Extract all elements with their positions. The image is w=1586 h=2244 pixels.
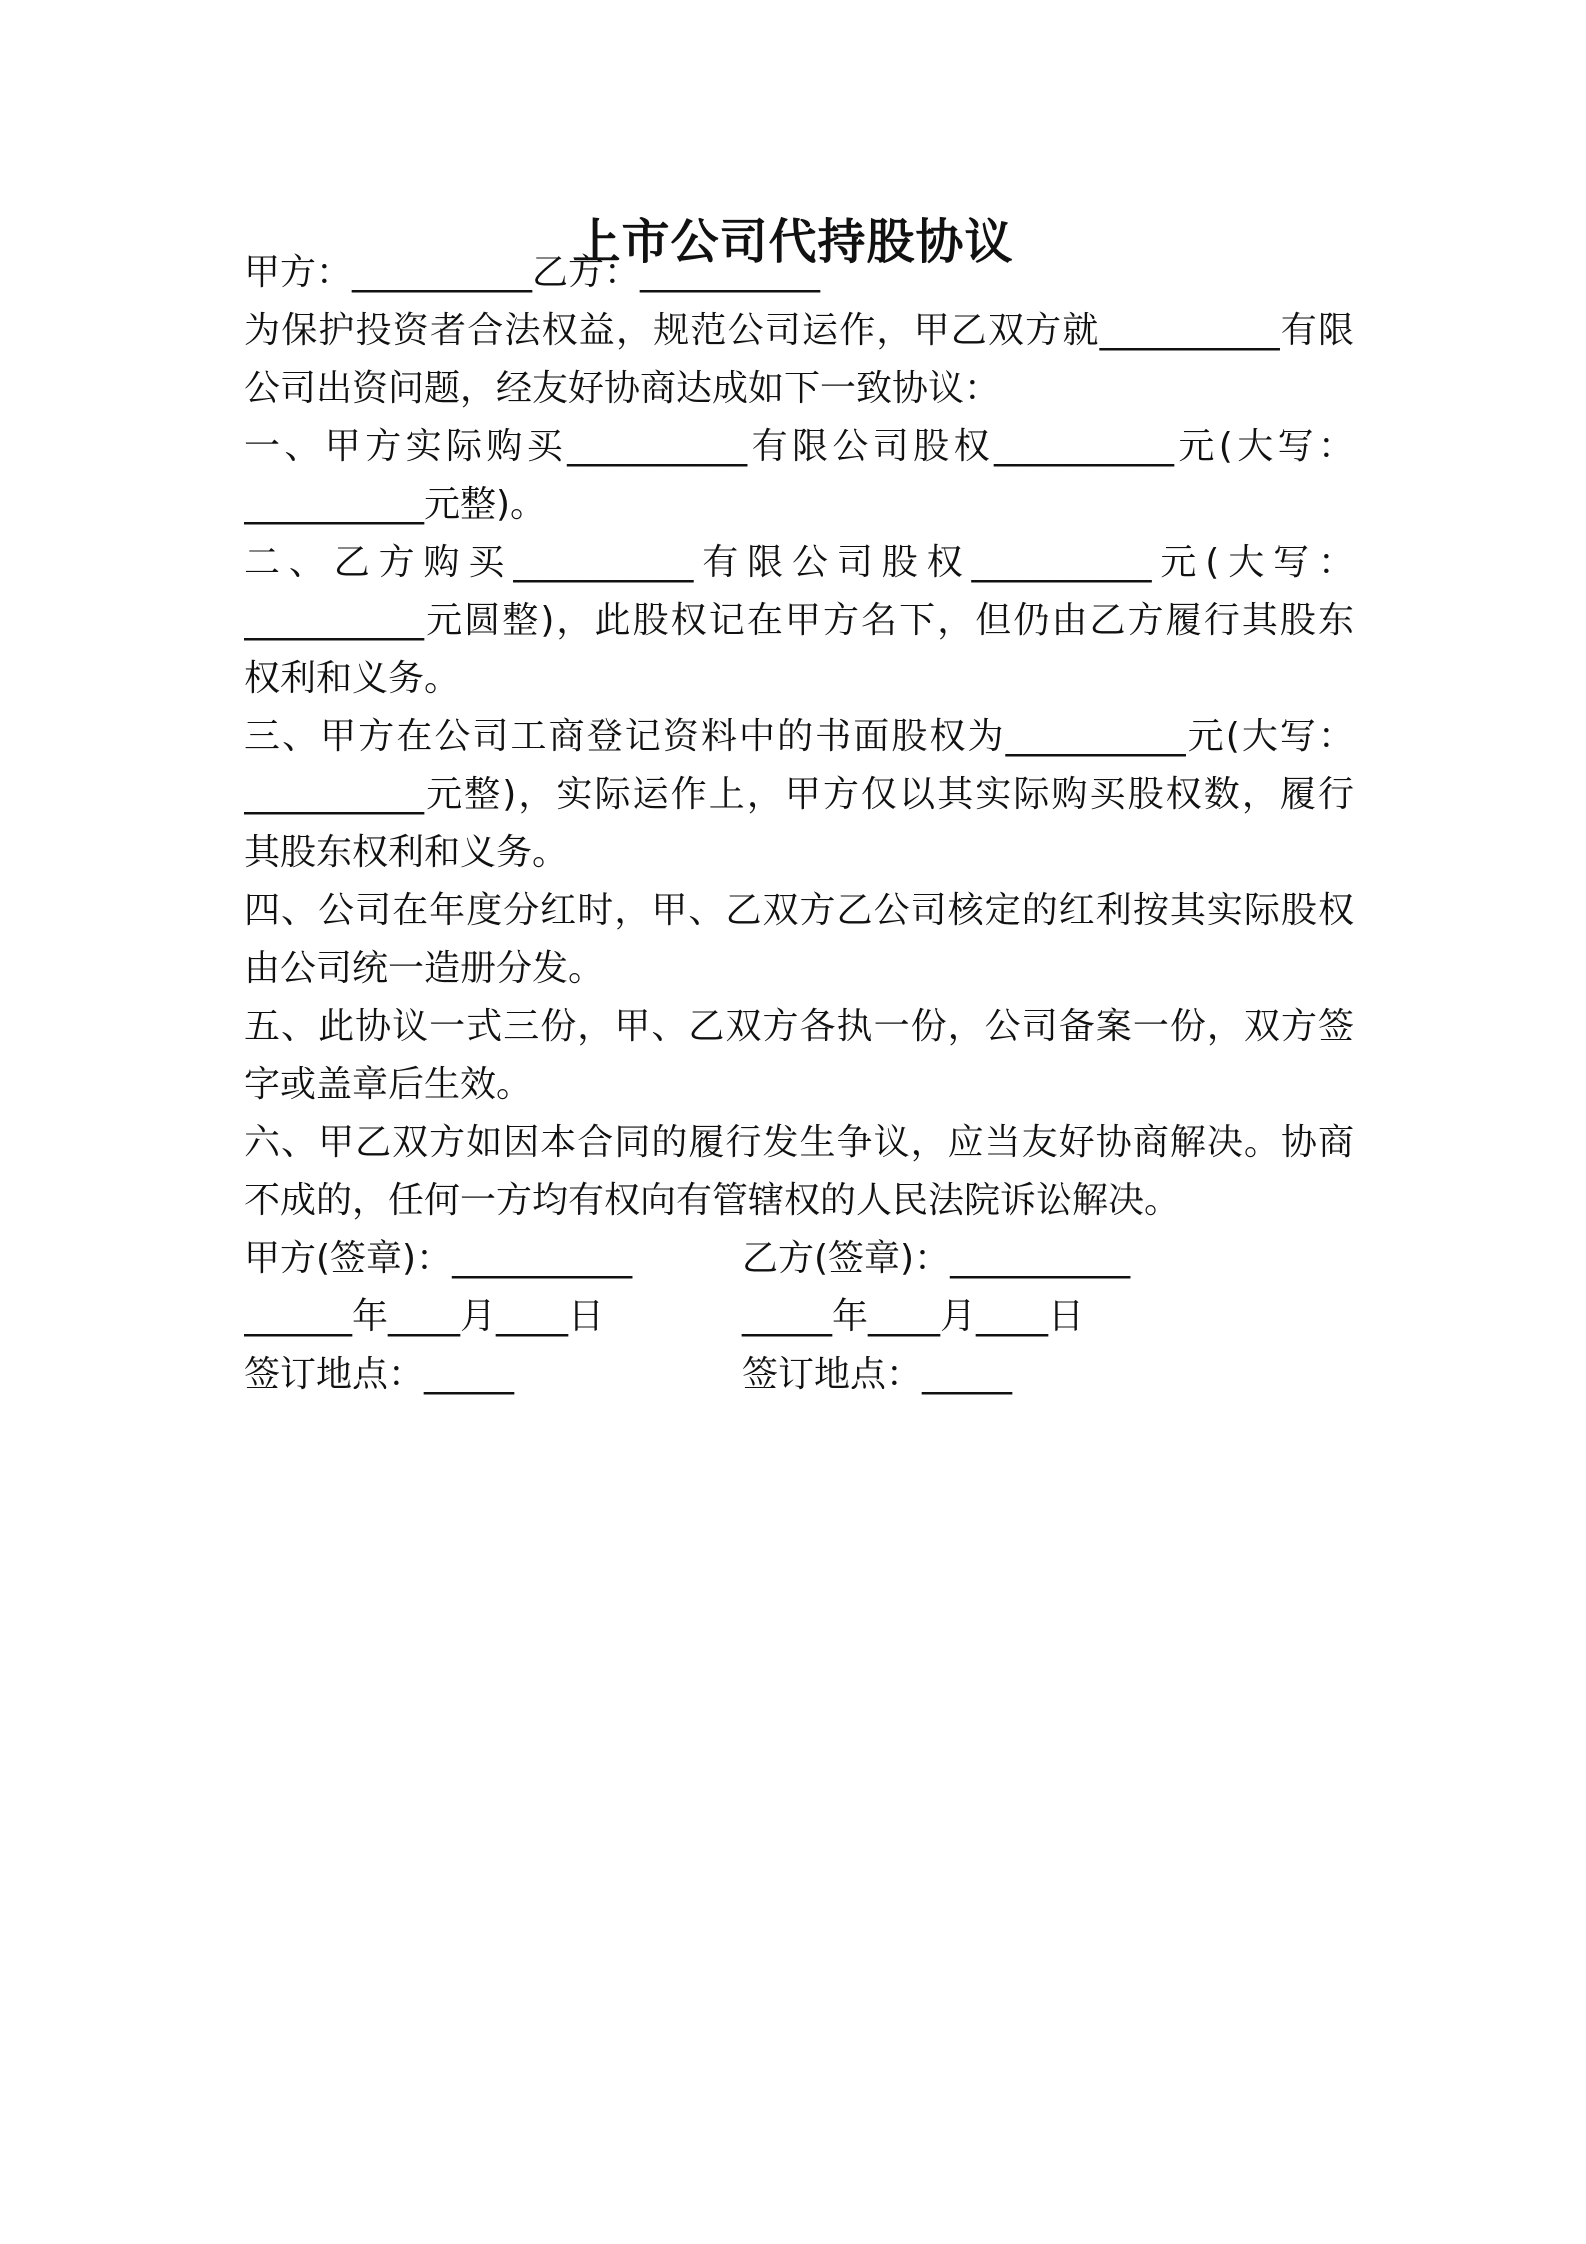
party-a-date: ______年____月____日 (244, 1296, 604, 1337)
document-title: 上市公司代持股协议 (572, 214, 1014, 270)
party-b-signature: 乙方(签章)：__________ (742, 1238, 1131, 1279)
clause-5-line-1: 五、此协议一式三份，甲、乙双方各执一份，公司备案一份，双方签 (244, 1006, 1354, 1047)
clause-4-line-1: 四、公司在年度分红时，甲、乙双方乙公司核定的红利按其实际股权 (244, 890, 1354, 931)
clause-1-line-1: 一、甲方实际购买__________有限公司股权__________元(大写： (244, 426, 1354, 467)
clause-2-line-3: 权利和义务。 (244, 658, 461, 699)
clause-4-line-2: 由公司统一造册分发。 (244, 948, 605, 989)
clause-2-line-2: __________元圆整)，此股权记在甲方名下，但仍由乙方履行其股东 (244, 600, 1354, 641)
clause-6-line-2: 不成的，任何一方均有权向有管辖权的人民法院诉讼解决。 (244, 1180, 1181, 1221)
parties-line: 甲方：__________乙方：__________ (244, 252, 821, 293)
party-b-date: _____年____月____日 (742, 1296, 1084, 1337)
preamble-line-2: 公司出资问题，经友好协商达成如下一致协议： (244, 368, 1001, 409)
party-a-place: 签订地点：_____ (244, 1354, 515, 1395)
party-b-place: 签订地点：_____ (742, 1354, 1013, 1395)
clause-3-line-1: 三、甲方在公司工商登记资料中的书面股权为__________元(大写： (244, 716, 1354, 757)
clause-2-line-1: 二、乙方购买__________有限公司股权__________元(大写： (244, 542, 1354, 583)
clause-5-line-2: 字或盖章后生效。 (244, 1064, 533, 1105)
clause-6-line-1: 六、甲乙双方如因本合同的履行发生争议，应当友好协商解决。协商 (244, 1122, 1354, 1163)
party-a-signature: 甲方(签章)：__________ (244, 1238, 633, 1279)
preamble-line-1: 为保护投资者合法权益，规范公司运作，甲乙双方就__________有限 (244, 310, 1354, 351)
clause-3-line-3: 其股东权利和义务。 (244, 832, 569, 873)
clause-1-line-2: __________元整)。 (244, 484, 547, 525)
clause-3-line-2: __________元整)，实际运作上，甲方仅以其实际购买股权数，履行 (244, 774, 1354, 815)
